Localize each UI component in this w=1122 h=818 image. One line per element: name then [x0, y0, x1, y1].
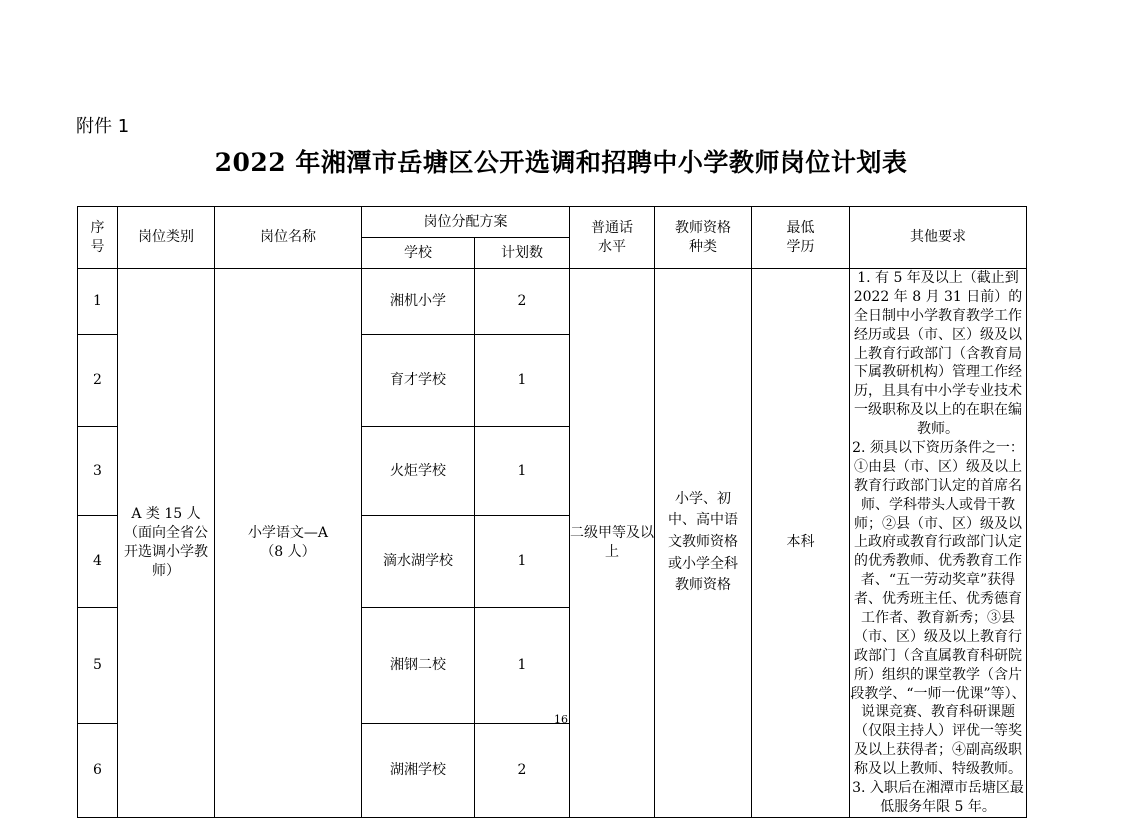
row-count: 1 — [475, 607, 570, 723]
header-allocation: 岗位分配方案 — [362, 207, 570, 238]
row-school: 育才学校 — [362, 335, 475, 426]
other-requirements-cell — [850, 269, 1027, 818]
row-school: 火炬学校 — [362, 426, 475, 516]
requirement-item: 1. 有 5 年及以上（截止到 2022 年 8 月 31 日前）的全日制中小学教育教学工作经历或县（市、区）级及以上教育行政部门（含教育局下属教研机构）管理工作经历，且具有中小学专业技术一级职称及以上的在职在编教师。 — [853, 270, 1023, 438]
header-seq: 序 号 — [78, 207, 118, 269]
attachment-label: 附件 1 — [76, 116, 130, 137]
mandarin-cell: 二级甲等及以上 — [570, 269, 655, 818]
row-count: 2 — [475, 269, 570, 335]
row-seq: 5 — [78, 607, 118, 723]
education-cell: 本科 — [752, 269, 850, 818]
header-category: 岗位类别 — [118, 207, 215, 269]
requirement-item: 3. 入职后在湘潭市岳塘区最低服务年限 5 年。 — [852, 780, 1024, 815]
requirement-item: 2. 须具以下资历条件之一：①由县（市、区）级及以上教育行政部门认定的首席名师、学科带头人或骨干教师；②县（市、区）级及以上政府或教育行政部门认定的优秀教师、优秀教育工作者、“五一劳动奖章”获得者、优秀班主任、优秀德育工作者、教育新秀；③县（市、区）级及以上教育行政部门（含直属教育科研院所）组织的课堂教学（含片段教学、“一师一优课”等）、说课竞赛、教育科研课题（仅限主持人）评优一等奖及以上获得者；④副高级职称及以上教师、特级教师。 — [850, 440, 1026, 778]
row-school: 湘钢二校 — [362, 607, 475, 723]
qualification-cell: 小学、初中、高中语文教师资格或小学全科教师资格 — [655, 269, 752, 818]
row-count: 2 — [475, 723, 570, 817]
row-count: 1 — [475, 335, 570, 426]
row-count: 1 — [475, 516, 570, 607]
category-cell: A 类 15 人（面向全省公开选调小学教师） — [118, 269, 215, 818]
row-school: 滴水湖学校 — [362, 516, 475, 607]
row-school: 湘机小学 — [362, 269, 475, 335]
header-qualification: 教师资格 种类 — [655, 207, 752, 269]
position-plan-table — [77, 206, 1027, 818]
row-count: 1 — [475, 426, 570, 516]
position-cell: 小学语文—A （8 人） — [215, 269, 362, 818]
page-number: 16 — [554, 713, 568, 726]
row-seq: 1 — [78, 269, 118, 335]
document-title: 2022 年湘潭市岳塘区公开选调和招聘中小学教师岗位计划表 — [214, 148, 908, 177]
row-seq: 4 — [78, 516, 118, 607]
row-seq: 2 — [78, 335, 118, 426]
header-other: 其他要求 — [850, 207, 1027, 269]
header-plan-count: 计划数 — [475, 238, 570, 269]
header-education: 最低 学历 — [752, 207, 850, 269]
row-seq: 3 — [78, 426, 118, 516]
table-row — [78, 269, 1027, 335]
header-position: 岗位名称 — [215, 207, 362, 269]
row-school: 湖湘学校 — [362, 723, 475, 817]
header-school: 学校 — [362, 238, 475, 269]
header-mandarin: 普通话 水平 — [570, 207, 655, 269]
row-seq: 6 — [78, 723, 118, 817]
